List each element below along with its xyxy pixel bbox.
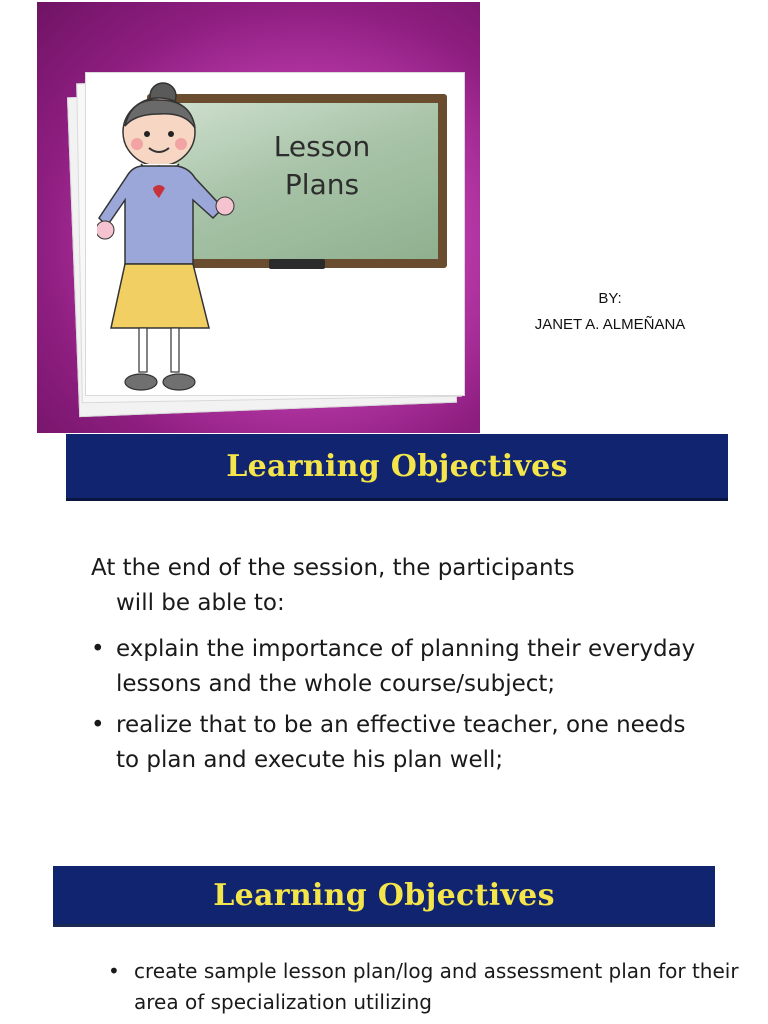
by-label: BY: <box>598 290 622 307</box>
slide-title: Learning Objectives <box>226 448 568 484</box>
chalkboard-line-1: Lesson <box>273 130 371 163</box>
objectives-list <box>91 626 711 778</box>
author-name: JANET A. ALMEÑANA <box>534 316 686 333</box>
slide-title: Learning Objectives <box>213 877 555 913</box>
list-item <box>91 708 711 778</box>
teacher-illustration <box>97 80 297 398</box>
intro-line-1: At the end of the session, the participants <box>91 555 575 581</box>
slide-title-banner <box>53 866 715 927</box>
bullet-icon: • <box>91 636 105 662</box>
byline <box>490 286 730 338</box>
objectives-list <box>108 956 748 1018</box>
objective-text: create sample lesson plan/log and assessment plan for their area of specialization utilizing <box>134 959 739 1014</box>
bullet-icon: • <box>91 712 105 738</box>
chalkboard-line-2: Plans <box>284 168 360 201</box>
list-item <box>108 956 748 1018</box>
intro-text <box>91 551 711 621</box>
objective-text: realize that to be an effective teacher, one needs to plan and execute his plan well; <box>116 712 686 773</box>
bullet-icon: • <box>108 959 120 983</box>
cover-slide <box>37 2 480 433</box>
intro-line-2: will be able to: <box>116 590 285 616</box>
list-item <box>91 632 711 702</box>
slide-title-banner <box>66 434 728 501</box>
objective-text: explain the importance of planning their everyday lessons and the whole course/subject; <box>116 636 696 697</box>
